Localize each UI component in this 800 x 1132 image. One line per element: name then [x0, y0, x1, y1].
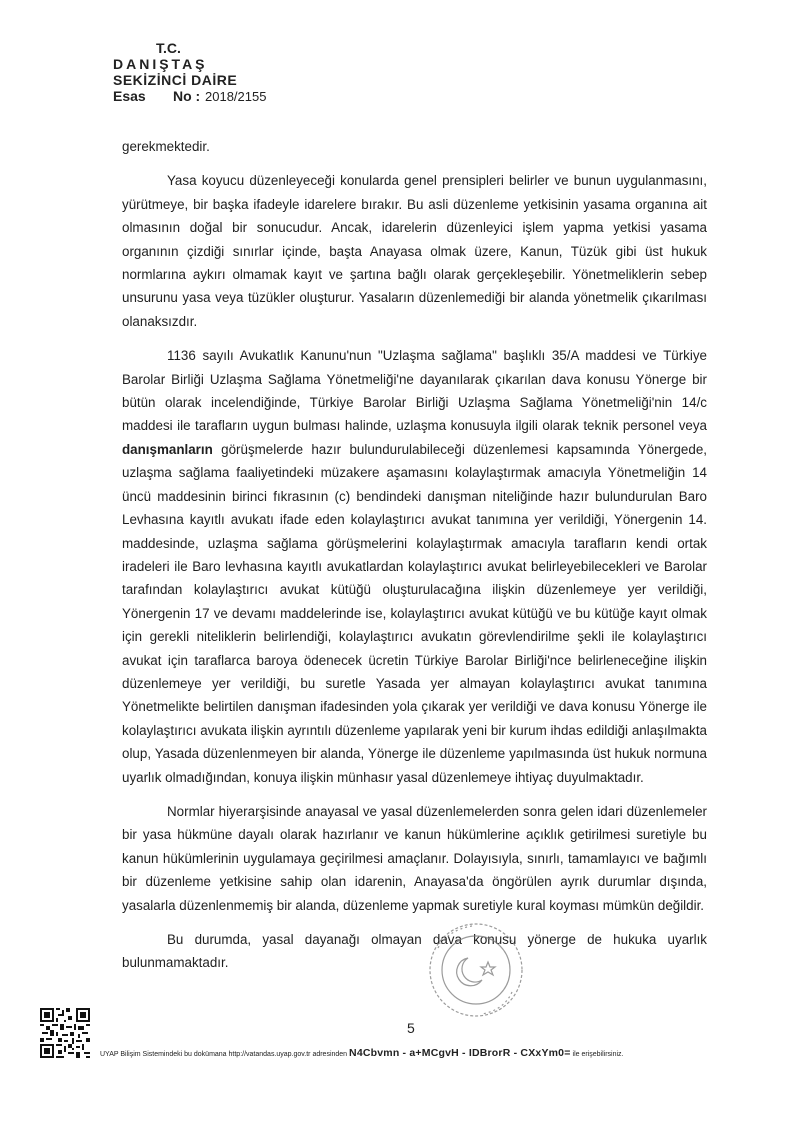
paragraph-1: Yasa koyucu düzenleyeceği konularda genel prensipleri belirler ve bunun uygulanmasını, yürütmeye, bir başka ifadeyle idarelere bırakır. Bu asli düzenleme yetkisinin yasama organına ait olmasının doğal bir sonucudur. Ancak, idarelerin düzenleyici işlem yapma yetkisi yasama organının çizdiği sınırlar içinde, başta Anayasa olmak üzere, Kanun, Tüzük gibi üst hukuk normlarına aykırı olmamak kayıt ve şartına bağlı olarak gerçekleşebilir. Yönetmeliklerin sebep unsurunu yasa veya tüzükler oluşturur. Yasaların düzenlemediği bir alanda yönetmelik çıkarılması olanaksızdır.	[122, 173, 707, 329]
paragraph-2-part-a: 1136 sayılı Avukatlık Kanunu'nun "Uzlaşma sağlama" başlıklı 35/A maddesi ve Türkiye Barolar Birliği Uzlaşma Sağlama Yönetmeliği'ne dayanılarak çıkarılan dava konusu Yönerge bir bütün olarak incelendiğinde, Türkiye Barolar Birliği Uzlaşma Sağlama Yönetmeliği'nin 14/c maddesi ile tarafların uygun bulması halinde, uzlaşma konusuyla ilgili olarak teknik personel veya	[122, 348, 707, 434]
no-label: No :	[173, 88, 201, 104]
paragraph-2-bold: danışmanların	[122, 441, 213, 457]
footer-notice: UYAP Bilişim Sistemindeki bu dokümana http://vatandas.uyap.gov.tr adresinden	[100, 1051, 348, 1058]
official-seal-stamp	[408, 918, 538, 1028]
paragraph-2-part-b: görüşmelerde hazır bulundurulabileceği düzenlemesi kapsamında Yönergede, uzlaşma sağlama faaliyetindeki müzakere aşamasını kolaylaştırmak amacıyla Yönetmeliğin 14 üncü maddesinin birinci fıkrasının (c) bendindeki danışman niteliğinde hazır bulundurulan Baro Levhasına kayıtlı avukatı ifade eden kolaylaştırıcı avukat tanımına yer verildiği, Yönergenin 14. maddesinde, uzlaşma sağlama görüşmelerini kolaylaştırmak amacıyla tarafların kendi ortak iradeleri ile Baro levhasına kayıtlı avukatlardan kolaylaştırıcı avukat belirleyebilecekleri ve Barolar tarafından kolaylaştırıcı avukat kütüğü oluşturulacağına ilişkin düzenlemeye yer verildiği, Yönergenin 17 ve devamı maddelerinde ise, kolaylaştırıcı avukat kütüğü ve bu kütüğe kayıt olmak için gerekli niteliklerin belirlendiği, kolaylaştırıcı avukatın görevlendirilme şekli ile kolaylaştırıcı avukat için taraflarca baroya ödenecek ücretin Türkiye Barolar Birliği'nce belirleneceğine ilişkin düzenlemeye yer verildiği, bu suretle Yasada yer almayan kolaylaştırıcı avukat tanımına Yönetmelikte belirtilen danışman ifadesinden yola çıkarak yer verildiği ve dava konusu Yönerge ile kolaylaştırıcı avukata ilişkin ayrıntılı düzenleme yapılarak yeni bir kurum ihdas edildiği anlaşılmakta olup, Yasada düzenlenmeyen bir alanda, Yönerge ile düzenleme yapılmasında üst hukuk normuna uyarlık olmadığından, konuya ilişkin münhasır yasal düzenlemeye ihtiyaç duyulmaktadır.	[122, 441, 707, 785]
header-org: T.C.	[156, 40, 181, 56]
esas-label: Esas	[113, 88, 146, 104]
uyap-footer	[100, 1047, 720, 1059]
header-case-line	[113, 88, 266, 105]
footer-suffix: ile erişebilirsiniz.	[572, 1051, 624, 1058]
paragraph-2	[122, 344, 707, 789]
document-header	[113, 40, 266, 105]
page-number: 5	[407, 1020, 415, 1036]
document-access-code: N4Cbvmn - a+MCgvH - IDBrorR - CXxYm0=	[349, 1047, 571, 1059]
qr-code	[40, 1008, 90, 1058]
paragraph-0: gerekmektedir.	[122, 139, 210, 154]
case-number: 2018/2155	[205, 89, 267, 104]
header-institution: DANIŞTAŞ	[113, 56, 208, 72]
paragraph-4: Bu durumda, yasal dayanağı olmayan dava konusu yönerge de hukuka uyarlık bulunmamaktadır.	[122, 932, 707, 971]
header-chamber: SEKİZİNCİ DAİRE	[113, 72, 238, 88]
paragraph-3: Normlar hiyerarşisinde anayasal ve yasal düzenlemelerden sonra gelen idari düzenlemeler bir yasa hükmüne dayalı olarak hazırlanır ve kanun hükümlerine açıklık getirilmesi suretiyle bu kanun hükümlerinin uygulamaya geçirilmesi amaçlanır. Dolayısıyla, sınırlı, tamamlayıcı ve bağımlı bir düzenleme yetkisine sahip olan idarenin, Anayasa'da öngörülen ayrık durumlar dışında, yasalarla düzenlenmemiş bir alanda, düzenleme yapmak suretiyle kural koyması mümkün değildir.	[122, 803, 707, 913]
document-body	[122, 135, 707, 986]
